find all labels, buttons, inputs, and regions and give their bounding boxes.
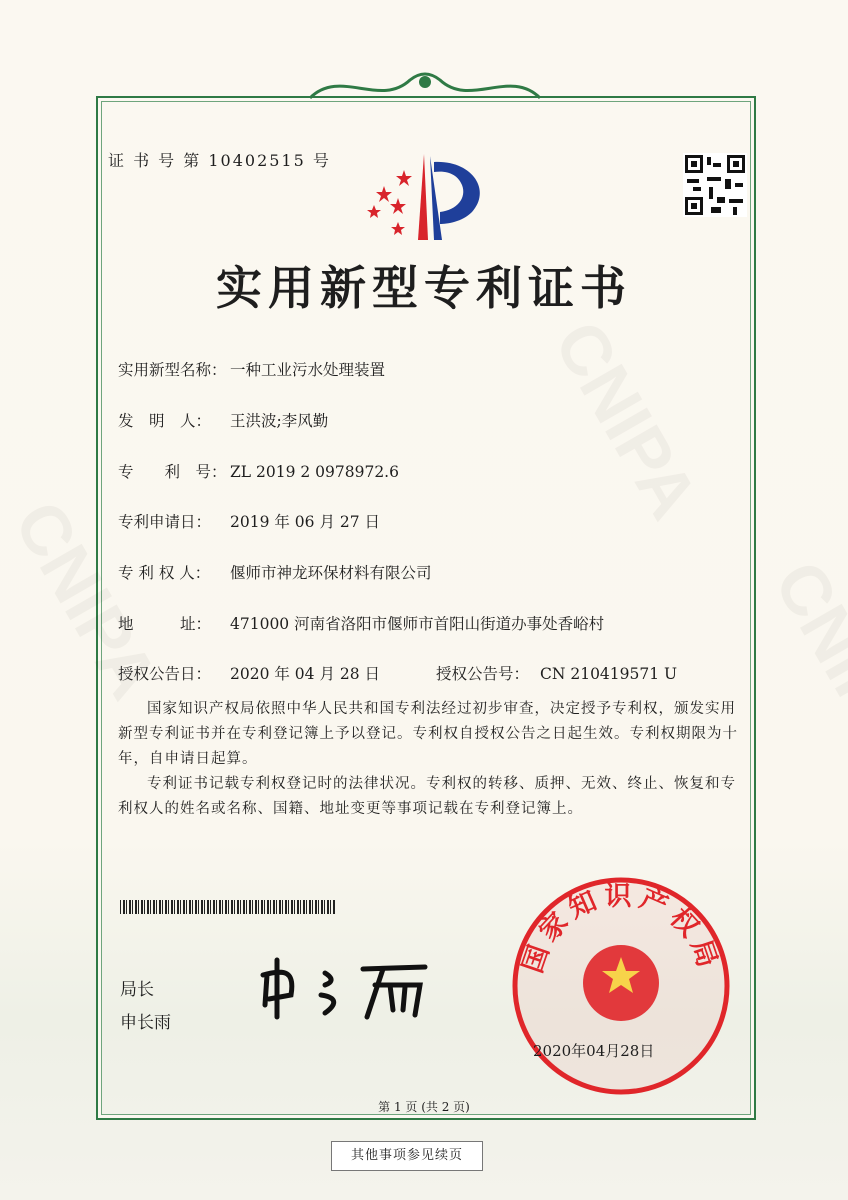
signatory-title: 局长 xyxy=(120,980,154,1000)
field-value: CN 210419571 U xyxy=(540,665,678,683)
field-grant-date xyxy=(118,662,380,684)
field-label: 实用新型名称： xyxy=(118,361,227,379)
field-value: 2019 年 06 月 27 日 xyxy=(230,513,381,531)
field-label: 授权公告号： xyxy=(436,665,530,683)
seal-date: 2020年04月28日 xyxy=(533,1042,655,1060)
qr-code xyxy=(683,153,747,217)
watermark xyxy=(759,548,848,772)
field-inventor xyxy=(118,409,328,431)
field-value: 471000 河南省洛阳市偃师市首阳山街道办事处香峪村 xyxy=(230,615,605,633)
field-label: 专 利 号： xyxy=(118,463,227,481)
official-seal xyxy=(510,875,732,1097)
field-label: 专利申请日： xyxy=(118,513,212,531)
field-address xyxy=(118,612,604,634)
paragraph: 专利证书记载专利权登记时的法律状况。专利权的转移、质押、无效、终止、恢复和专利权人的姓名或名称、国籍、地址变更等事项记载在专利登记簿上。 xyxy=(118,776,736,817)
certificate-number: 证 书 号 第 10402515 号 xyxy=(108,151,331,170)
signature xyxy=(255,955,440,1025)
field-label: 专 利 权 人： xyxy=(118,564,211,582)
field-value: 偃师市神龙环保材料有限公司 xyxy=(230,564,432,582)
ornament-top xyxy=(300,68,550,108)
field-label: 地 址： xyxy=(118,615,212,633)
field-label: 发 明 人： xyxy=(118,412,212,430)
field-value: ZL 2019 2 0978972.6 xyxy=(230,463,399,481)
paragraph: 国家知识产权局依照中华人民共和国专利法经过初步审查，决定授予专利权，颁发实用新型专利证书并在专利登记簿上予以登记。专利权自授权公告之日起生效。专利权期限为十年，自申请日起算。 xyxy=(118,701,738,767)
continued-note: 其他事项参见续页 xyxy=(331,1141,483,1171)
signatory-name: 申长雨 xyxy=(120,1013,171,1033)
field-label: 授权公告日： xyxy=(118,665,212,683)
field-patent-number xyxy=(118,460,399,482)
field-grant-number xyxy=(436,662,677,684)
cnipa-logo xyxy=(362,150,492,245)
certificate-title: 实用新型专利证书 xyxy=(216,261,632,315)
field-utility-model-name xyxy=(118,358,385,380)
field-value: 2020 年 04 月 28 日 xyxy=(230,665,381,683)
field-value: 王洪波;李风勤 xyxy=(230,412,329,430)
page-info: 第 1 页 (共 2 页) xyxy=(378,1100,470,1114)
seal-text: 国家知识产权局 xyxy=(517,881,725,977)
field-patentee xyxy=(118,561,432,583)
field-value: 一种工业污水处理装置 xyxy=(230,361,386,379)
barcode xyxy=(120,900,336,914)
field-application-date xyxy=(118,510,380,532)
